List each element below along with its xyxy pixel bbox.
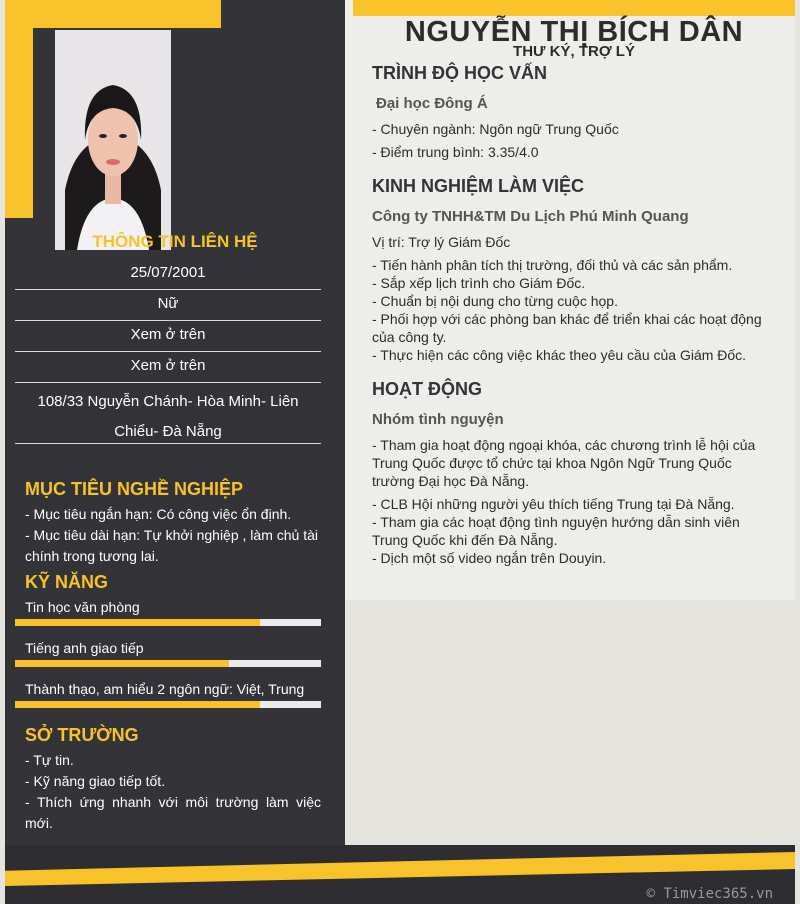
experience-duty: - Tiến hành phân tích thị trường, đối thủ và các sản phẩm. bbox=[372, 257, 733, 273]
objective-title: MỤC TIÊU NGHỀ NGHIỆP bbox=[25, 479, 244, 499]
skill-label: Tiếng anh giao tiếp bbox=[25, 640, 144, 656]
strength-item: - Tự tin. bbox=[25, 752, 74, 768]
strength-item: - Kỹ năng giao tiếp tốt. bbox=[25, 773, 166, 789]
skill-bar bbox=[15, 660, 321, 667]
activities-group: Nhóm tình nguyện bbox=[372, 411, 504, 428]
avatar-photo bbox=[55, 30, 171, 250]
strength-item: - Thích ứng nhanh với môi trường làm việc mới. bbox=[25, 794, 321, 831]
skill-bar bbox=[15, 619, 321, 626]
experience-title: KINH NGHIỆM LÀM VIỆC bbox=[372, 176, 585, 196]
experience-duty: - Thực hiện các công việc khác theo yêu cầu của Giám Đốc. bbox=[372, 347, 747, 363]
address-line-1: 108/33 Nguyễn Chánh- Hòa Minh- Liên bbox=[37, 393, 299, 410]
activity-item: - Tham gia các hoạt động tình nguyện hướng dẫn sinh viên Trung Quốc khi đến Đà Nẵng. bbox=[372, 514, 740, 548]
contact-phone: Xem ở trên bbox=[15, 326, 321, 352]
education-gpa: - Điểm trung bình: 3.35/4.0 bbox=[372, 144, 539, 160]
watermark: © Timviec365.vn bbox=[646, 886, 773, 902]
skill-fill bbox=[15, 701, 260, 708]
skill-label: Tin học văn phòng bbox=[25, 599, 140, 615]
skill-fill bbox=[15, 619, 260, 626]
activities-title: HOẠT ĐỘNG bbox=[372, 379, 482, 399]
skills-title: KỸ NĂNG bbox=[25, 572, 109, 592]
job-title: THƯ KÝ, TRỢ LÝ bbox=[513, 43, 635, 60]
contact-section-title: THÔNG TIN LIÊN HỆ bbox=[92, 232, 258, 251]
contact-dob: 25/07/2001 bbox=[15, 264, 321, 290]
skill-bar bbox=[15, 701, 321, 708]
main-top-accent-bar bbox=[353, 0, 795, 16]
skill-fill bbox=[15, 660, 229, 667]
experience-duty: - Chuẩn bị nội dung cho từng cuộc họp. bbox=[372, 293, 618, 309]
address-line-2: Chiểu- Đà Nẵng bbox=[114, 423, 222, 440]
top-accent-bar bbox=[5, 0, 221, 28]
contact-address bbox=[15, 387, 321, 444]
strengths-title: SỞ TRƯỜNG bbox=[25, 725, 139, 745]
activity-item: - Tham gia hoạt động ngoại khóa, các chương trình lễ hội của Trung Quốc được tổ chức tại khoa Ngôn Ngữ Trung Quốc trường Đại học Đà Nẵng. bbox=[372, 437, 756, 489]
education-title: TRÌNH ĐỘ HỌC VẤN bbox=[372, 63, 547, 83]
activity-item: - Dịch một số video ngắn trên Douyin. bbox=[372, 550, 607, 566]
skill-label: Thành thạo, am hiểu 2 ngôn ngữ: Việt, Trung bbox=[25, 681, 305, 697]
experience-duty: - Sắp xếp lịch trình cho Giám Đốc. bbox=[372, 275, 586, 291]
education-major: - Chuyên ngành: Ngôn ngữ Trung Quốc bbox=[372, 121, 619, 137]
experience-position: Vị trí: Trợ lý Giám Đốc bbox=[372, 234, 511, 250]
objective-short-term: - Mục tiêu ngắn hạn: Có công việc ổn định. bbox=[25, 506, 292, 522]
contact-gender: Nữ bbox=[15, 295, 321, 321]
experience-company: Công ty TNHH&TM Du Lịch Phú Minh Quang bbox=[372, 208, 689, 225]
experience-duty: - Phối hợp với các phòng ban khác để triển khai các hoạt động của công ty. bbox=[372, 311, 762, 345]
activity-item: - CLB Hội những người yêu thích tiếng Trung tại Đà Nẵng. bbox=[372, 496, 735, 512]
education-school: Đại học Đông Á bbox=[376, 95, 488, 112]
avatar bbox=[55, 30, 171, 250]
candidate-name: NGUYỄN THỊ BÍCH DÂN bbox=[404, 16, 744, 48]
contact-email: Xem ở trên bbox=[15, 357, 321, 383]
left-accent-strip bbox=[5, 28, 33, 218]
objective-long-term: - Mục tiêu dài hạn: Tự khởi nghiệp , làm chủ tài chính trong tương lai. bbox=[25, 527, 318, 564]
